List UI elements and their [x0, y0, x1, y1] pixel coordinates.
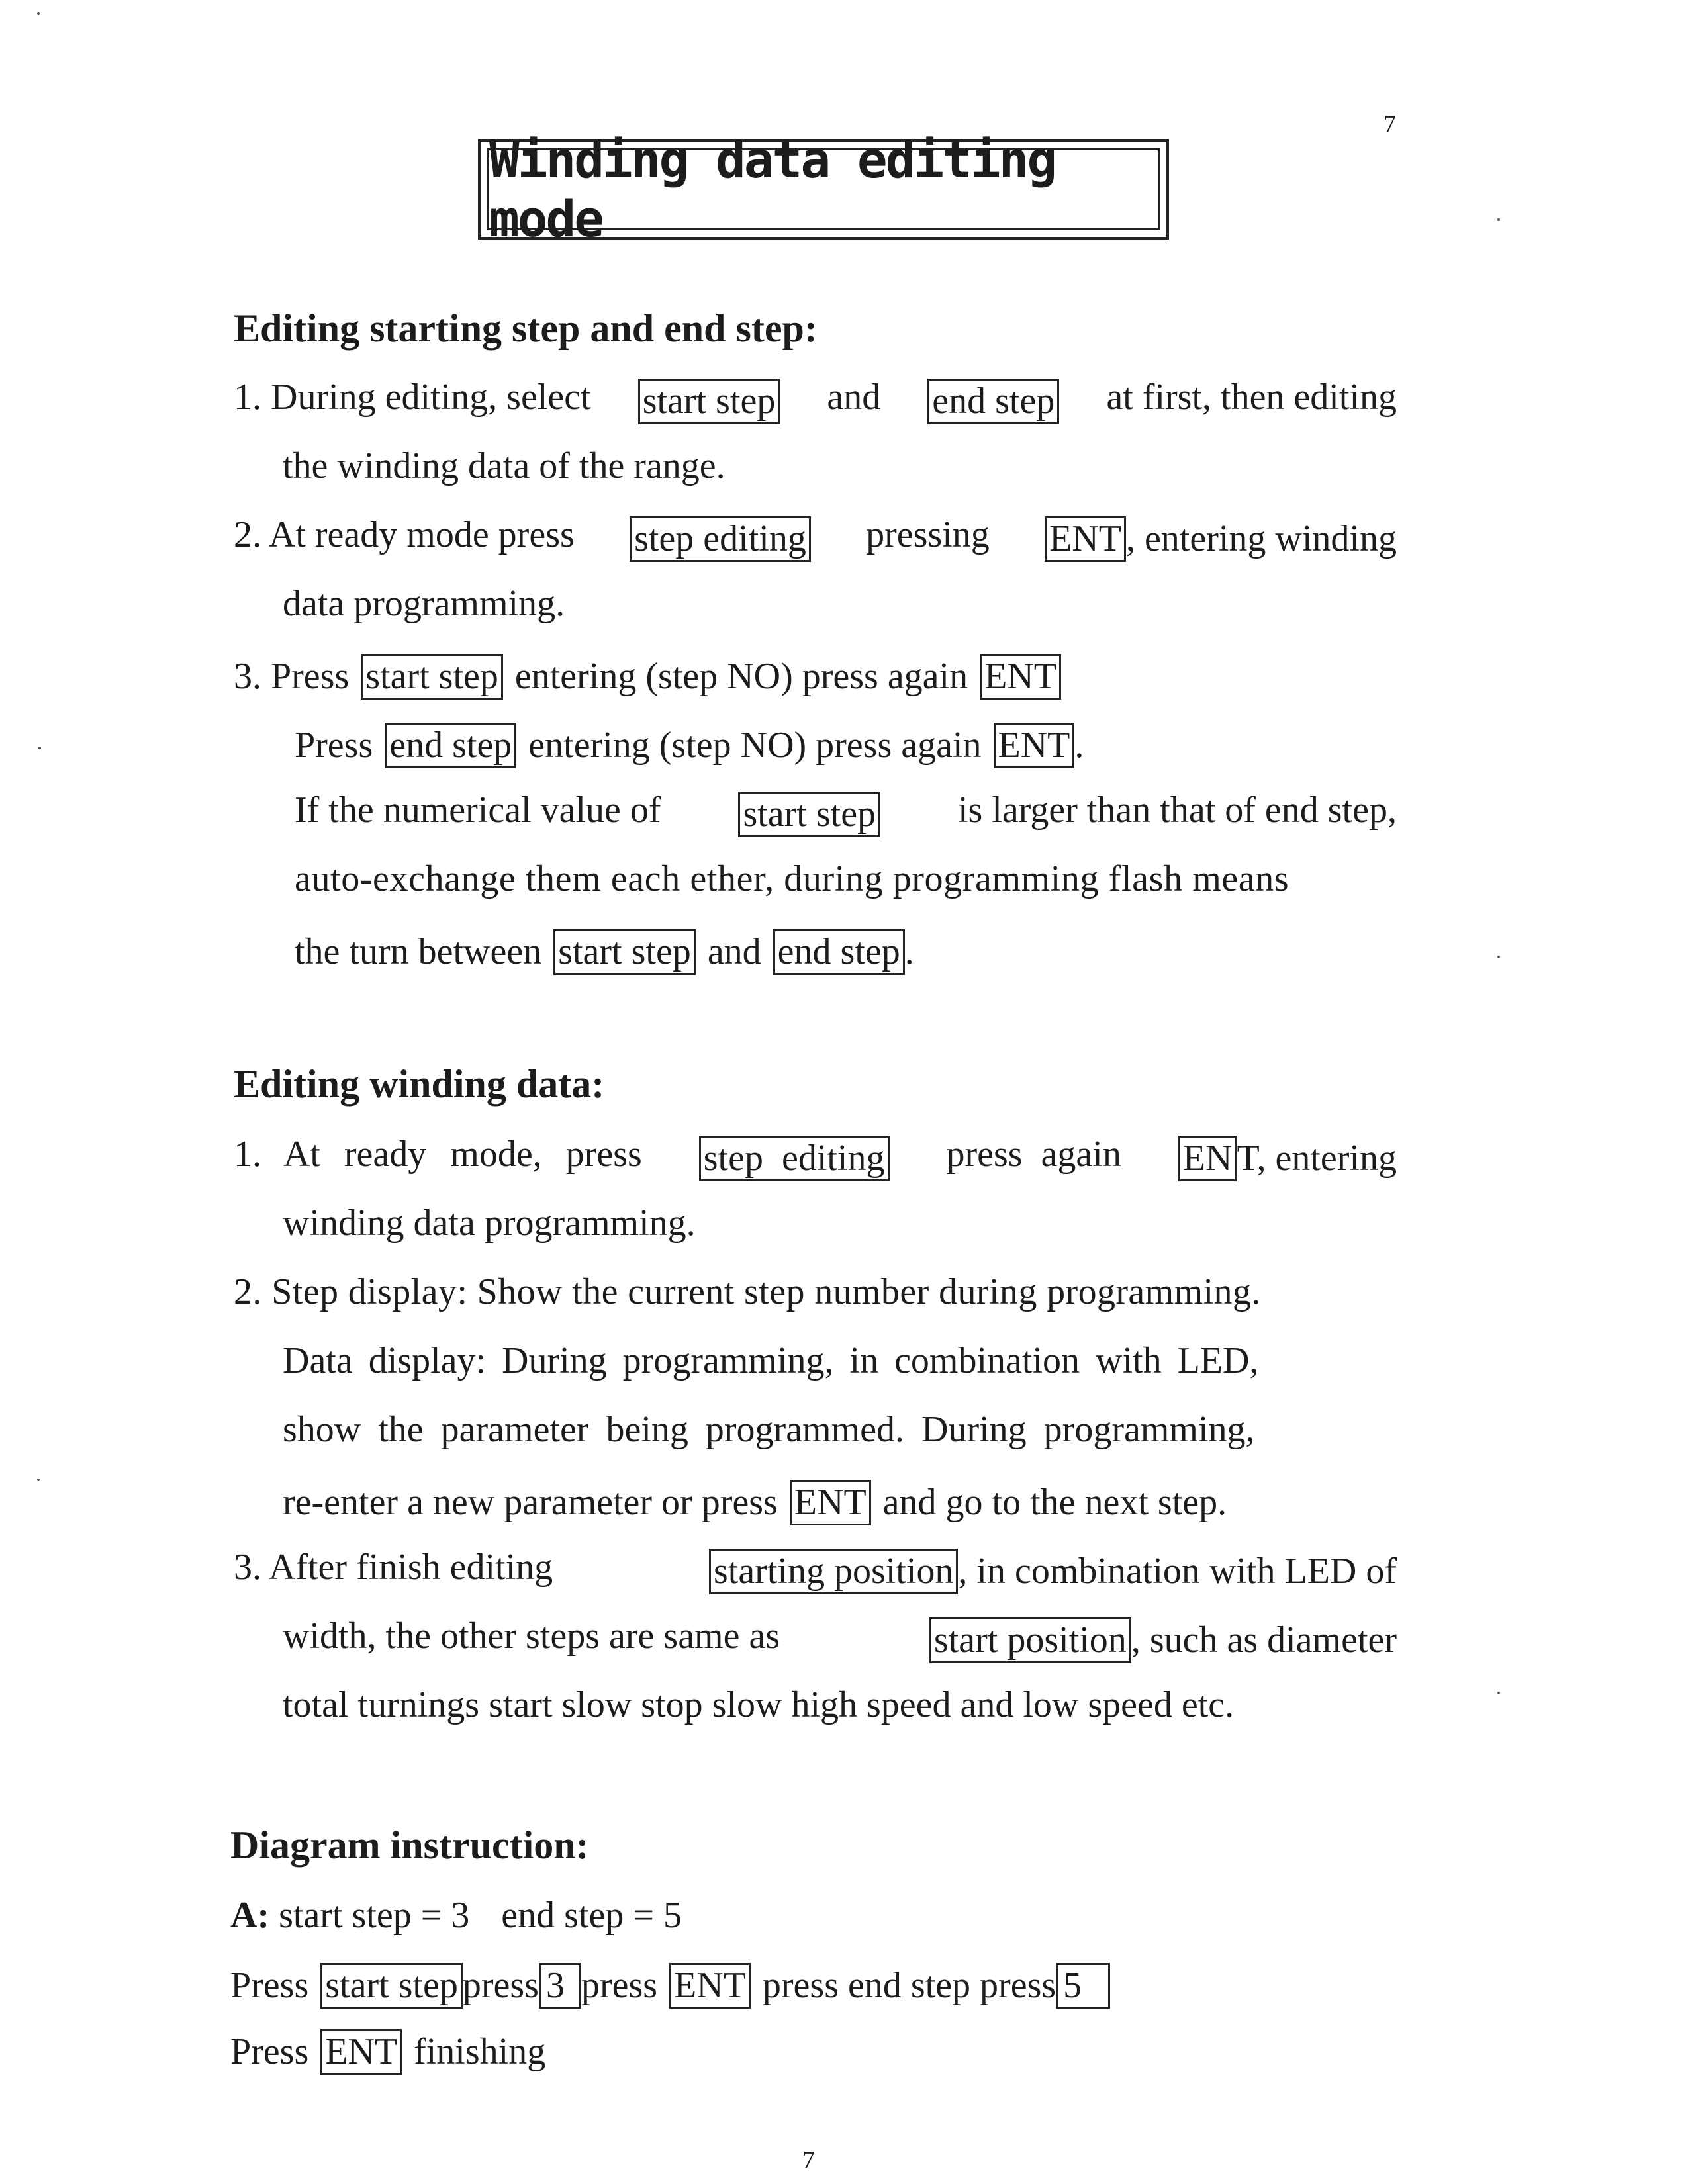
- text: end step = 5: [501, 1895, 682, 1936]
- text: entering (step NO) press again: [528, 725, 982, 766]
- text: the turn between: [295, 931, 542, 972]
- s1-line-5: [234, 654, 1064, 700]
- text: , such as diameter: [1131, 1619, 1397, 1661]
- s1-line-3: [234, 516, 1397, 562]
- page-title: Winding data editing mode: [487, 148, 1160, 230]
- text: press: [462, 1965, 539, 2006]
- text: .: [904, 931, 914, 972]
- start-step-key: start step: [320, 1963, 463, 2009]
- s1-line-8: auto-exchange them each ether, during programming flash means: [295, 858, 1289, 899]
- scan-speck: [1497, 956, 1500, 958]
- digit-3-key: 3: [539, 1963, 581, 2009]
- ent-key: EN: [1178, 1136, 1237, 1181]
- scan-speck: [1497, 218, 1500, 221]
- start-step-key: start step: [361, 654, 503, 700]
- text: 3. After finish editing: [234, 1547, 553, 1588]
- s1-line-4: data programming.: [283, 583, 565, 624]
- text: press again: [946, 1134, 1121, 1175]
- s3-line-2: [230, 1963, 1110, 2009]
- s2-line-8: [283, 1617, 1397, 1663]
- text: press: [581, 1965, 658, 2006]
- s2-line-9: total turnings start slow stop slow high speed and low speed etc.: [283, 1684, 1235, 1725]
- text: 3. Press: [234, 656, 350, 697]
- ent-key: ENT: [790, 1480, 871, 1525]
- s2-line-5: show the parameter being programmed. During programming,: [283, 1409, 1255, 1450]
- text: re-enter a new parameter or press: [283, 1482, 778, 1523]
- page-number-bottom: 7: [802, 2146, 815, 2174]
- s2-line-2: winding data programming.: [283, 1203, 696, 1244]
- text: .: [1074, 725, 1084, 766]
- text: is larger than that of end step,: [957, 790, 1397, 831]
- s3-line-3: [230, 2029, 545, 2075]
- diagram-label: A:: [230, 1895, 270, 1936]
- section-heading-diagram-instruction: Diagram instruction:: [230, 1823, 589, 1867]
- start-step-key: start step: [738, 792, 880, 837]
- text: press end step press: [762, 1965, 1056, 2006]
- text: and: [827, 377, 881, 418]
- ent-key: ENT: [980, 654, 1061, 700]
- s1-line-2: the winding data of the range.: [283, 445, 726, 486]
- s1-line-1: [234, 379, 1397, 424]
- ent-key: ENT: [1045, 516, 1126, 562]
- s2-line-6: [283, 1480, 1227, 1525]
- starting-position-key: starting position: [709, 1549, 958, 1594]
- s1-line-7: [295, 792, 1397, 837]
- step-editing-key: step editing: [699, 1136, 890, 1181]
- text: 1. During editing, select: [234, 377, 591, 418]
- start-position-key: start position: [929, 1617, 1131, 1663]
- text: and: [707, 931, 761, 972]
- end-step-key: end step: [927, 379, 1059, 424]
- page-number-top: 7: [1383, 111, 1396, 138]
- section-heading-winding-data: Editing winding data:: [234, 1062, 605, 1106]
- scan-speck: [38, 747, 41, 749]
- s1-line-6: [295, 723, 1084, 768]
- text: start step = 3: [279, 1895, 470, 1936]
- text: Press: [230, 2031, 309, 2072]
- ent-key: ENT: [994, 723, 1075, 768]
- text: T, entering: [1237, 1138, 1397, 1179]
- scan-speck: [37, 1479, 40, 1481]
- start-step-key: start step: [638, 379, 780, 424]
- text: If the numerical value of: [295, 790, 661, 831]
- text: , entering winding: [1125, 518, 1397, 559]
- text: and go to the next step.: [882, 1482, 1227, 1523]
- text: finishing: [414, 2031, 546, 2072]
- scan-speck: [1497, 1692, 1500, 1694]
- s2-line-3: 2. Step display: Show the current step number during programming.: [234, 1271, 1261, 1312]
- text: , in combination with LED of: [958, 1551, 1397, 1592]
- s2-line-4: Data display: During programming, in combination with LED,: [283, 1340, 1259, 1381]
- text: width, the other steps are same as: [283, 1615, 780, 1657]
- s3-line-1: [230, 1897, 682, 1934]
- scan-speck: [37, 12, 40, 15]
- text: 2. At ready mode press: [234, 514, 575, 555]
- ent-key: ENT: [669, 1963, 751, 2009]
- text: 1. At ready mode, press: [234, 1134, 642, 1175]
- end-step-key: end step: [773, 929, 905, 975]
- end-step-key: end step: [385, 723, 516, 768]
- s2-line-7: [234, 1549, 1397, 1594]
- text: pressing: [866, 514, 990, 555]
- ent-key: ENT: [320, 2029, 402, 2075]
- section-heading-start-end-step: Editing starting step and end step:: [234, 306, 818, 350]
- step-editing-key: step editing: [630, 516, 811, 562]
- s1-line-9: [295, 929, 914, 975]
- title-frame: [478, 130, 1169, 248]
- text: Press: [230, 1965, 309, 2006]
- text: at first, then editing: [1106, 377, 1397, 418]
- digit-5-key: 5: [1056, 1963, 1110, 2009]
- text: entering (step NO) press again: [514, 656, 968, 697]
- s2-line-1: [234, 1136, 1397, 1181]
- text: Press: [295, 725, 373, 766]
- start-step-key: start step: [553, 929, 696, 975]
